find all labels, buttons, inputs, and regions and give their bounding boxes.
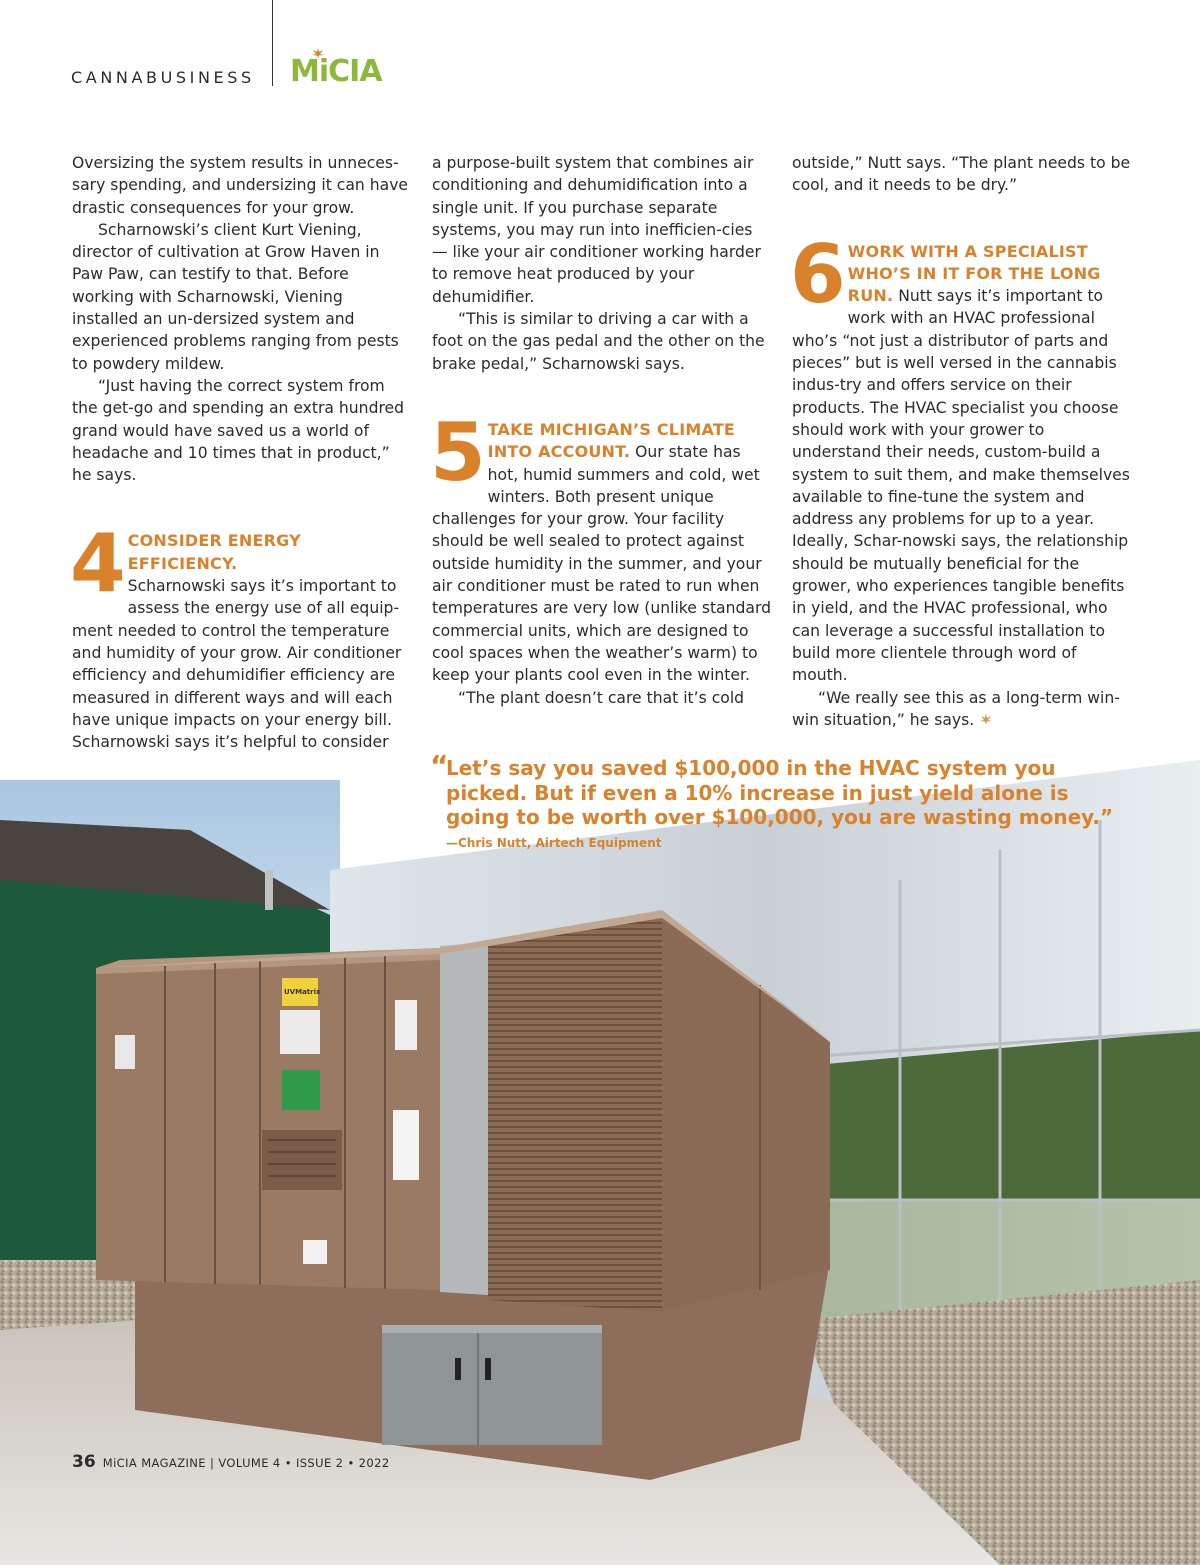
step-number: 4 — [70, 517, 126, 611]
pull-quote — [430, 749, 1132, 850]
article-column-3 — [792, 152, 1132, 731]
step-number: 5 — [430, 405, 486, 499]
paragraph: “Just having the correct system from the get-go and spending an extra hundred grand would have saved us a world of headache and 10 times that in product,” he says. — [72, 376, 405, 485]
step-6 — [790, 227, 1132, 687]
step-heading: CONSIDER ENERGY EFFICIENCY. — [127, 531, 301, 573]
page-number: 36 — [72, 1452, 96, 1472]
article-column-1 — [72, 152, 412, 753]
paragraph: a purpose-built system that combines air conditioning and dehumidification into a single unit. If you purchase separate systems, you may run into inefficien-cies — like your air conditioner working harder to remove heat produced by your dehumidifier. — [432, 154, 761, 306]
step-text: Nutt says it’s important to work with an HVAC professional who’s “not just a distributor of parts and pieces” but is well versed in the cannabis indus-try and offers service on their products. The HVAC specialist you choose should work with your grower to understand their needs, custom-build a system to suit them, and make themselves available to fine-tune the system and address any problems for up to a year. Ideally, Schar-nowski says, the relationship should be mutually beneficial for the grower, who experiences tangible benefits in yield, and the HVAC professional, who can leverage a successful installation to build more clientele through word of mouth. — [792, 287, 1130, 685]
footer-publication: MiCIA MAGAZINE | VOLUME 4 • ISSUE 2 • 2022 — [102, 1456, 390, 1470]
end-mark-leaf-icon — [979, 712, 993, 726]
step-text: Our state has hot, humid summers and cold, wet winters. Both present unique challenges for your grow. Your facility should be well sealed to protect against outside humidity in the summer, and your air conditioner must be rated to run when temperatures are very low (unlike standard commercial units, which are designed to cool spaces when the weather’s warm) to keep your plants cool even in the winter. — [432, 443, 771, 685]
pull-quote-attribution: —Chris Nutt, Airtech Equipment — [446, 835, 662, 850]
step-4 — [70, 517, 412, 753]
micia-logo: MiCIA — [290, 54, 382, 89]
pull-quote-text-wrap — [430, 749, 1132, 830]
paragraph: Oversizing the system results in unneces-sary spending, and undersizing it can have drastic consequences for your grow. — [72, 154, 409, 217]
paragraph: “The plant doesn’t care that it’s cold — [458, 688, 745, 707]
paragraph: outside,” Nutt says. “The plant needs to be cool, and it needs to be dry.” — [792, 154, 1131, 195]
step-heading: TAKE MICHIGAN’S CLIMATE INTO ACCOUNT. — [487, 419, 736, 462]
paragraph: Scharnowski’s client Kurt Viening, director of cultivation at Grow Haven in Paw Paw, can testify to that. Before working with Scharnowski, Viening installed an un-dersized system and experienced problems ranging from pests to powdery mildew. — [72, 220, 399, 373]
closing-quote: “We really see this as a long-term win-win situation,” he says. — [792, 688, 1120, 729]
section-label: CANNABUSINESS — [71, 68, 255, 87]
pull-quote-mark: “ — [430, 749, 449, 782]
step-number: 6 — [790, 227, 846, 321]
paragraph — [792, 687, 1132, 732]
step-5 — [430, 405, 772, 687]
unit-brand-label: UVMatrix — [284, 988, 321, 996]
article-column-2 — [432, 152, 772, 709]
step-heading: WORK WITH A SPECIALIST WHO’S IN IT FOR THE LONG RUN. — [847, 241, 1101, 306]
step-text: Scharnowski says it’s important to assess the energy use of all equip-ment needed to control the temperature and humidity of your grow. Air conditioner efficiency and dehumidifier efficiency are measured in different ways and will each have unique impacts on your energy bill. Scharnowski says it’s helpful to consider — [72, 577, 402, 752]
header-divider — [272, 0, 273, 86]
paragraph: “This is similar to driving a car with a foot on the gas pedal and the other on the brake pedal,” Scharnowski says. — [432, 310, 765, 373]
hvac-unit-photo — [0, 760, 1200, 1565]
page-footer — [72, 1452, 390, 1472]
pull-quote-text: Let’s say you saved $100,000 in the HVAC system you picked. But if even a 10% increase in just yield alone is going to be worth over $100,000, you are wasting money.” — [446, 756, 1114, 829]
page-header — [0, 0, 1200, 110]
